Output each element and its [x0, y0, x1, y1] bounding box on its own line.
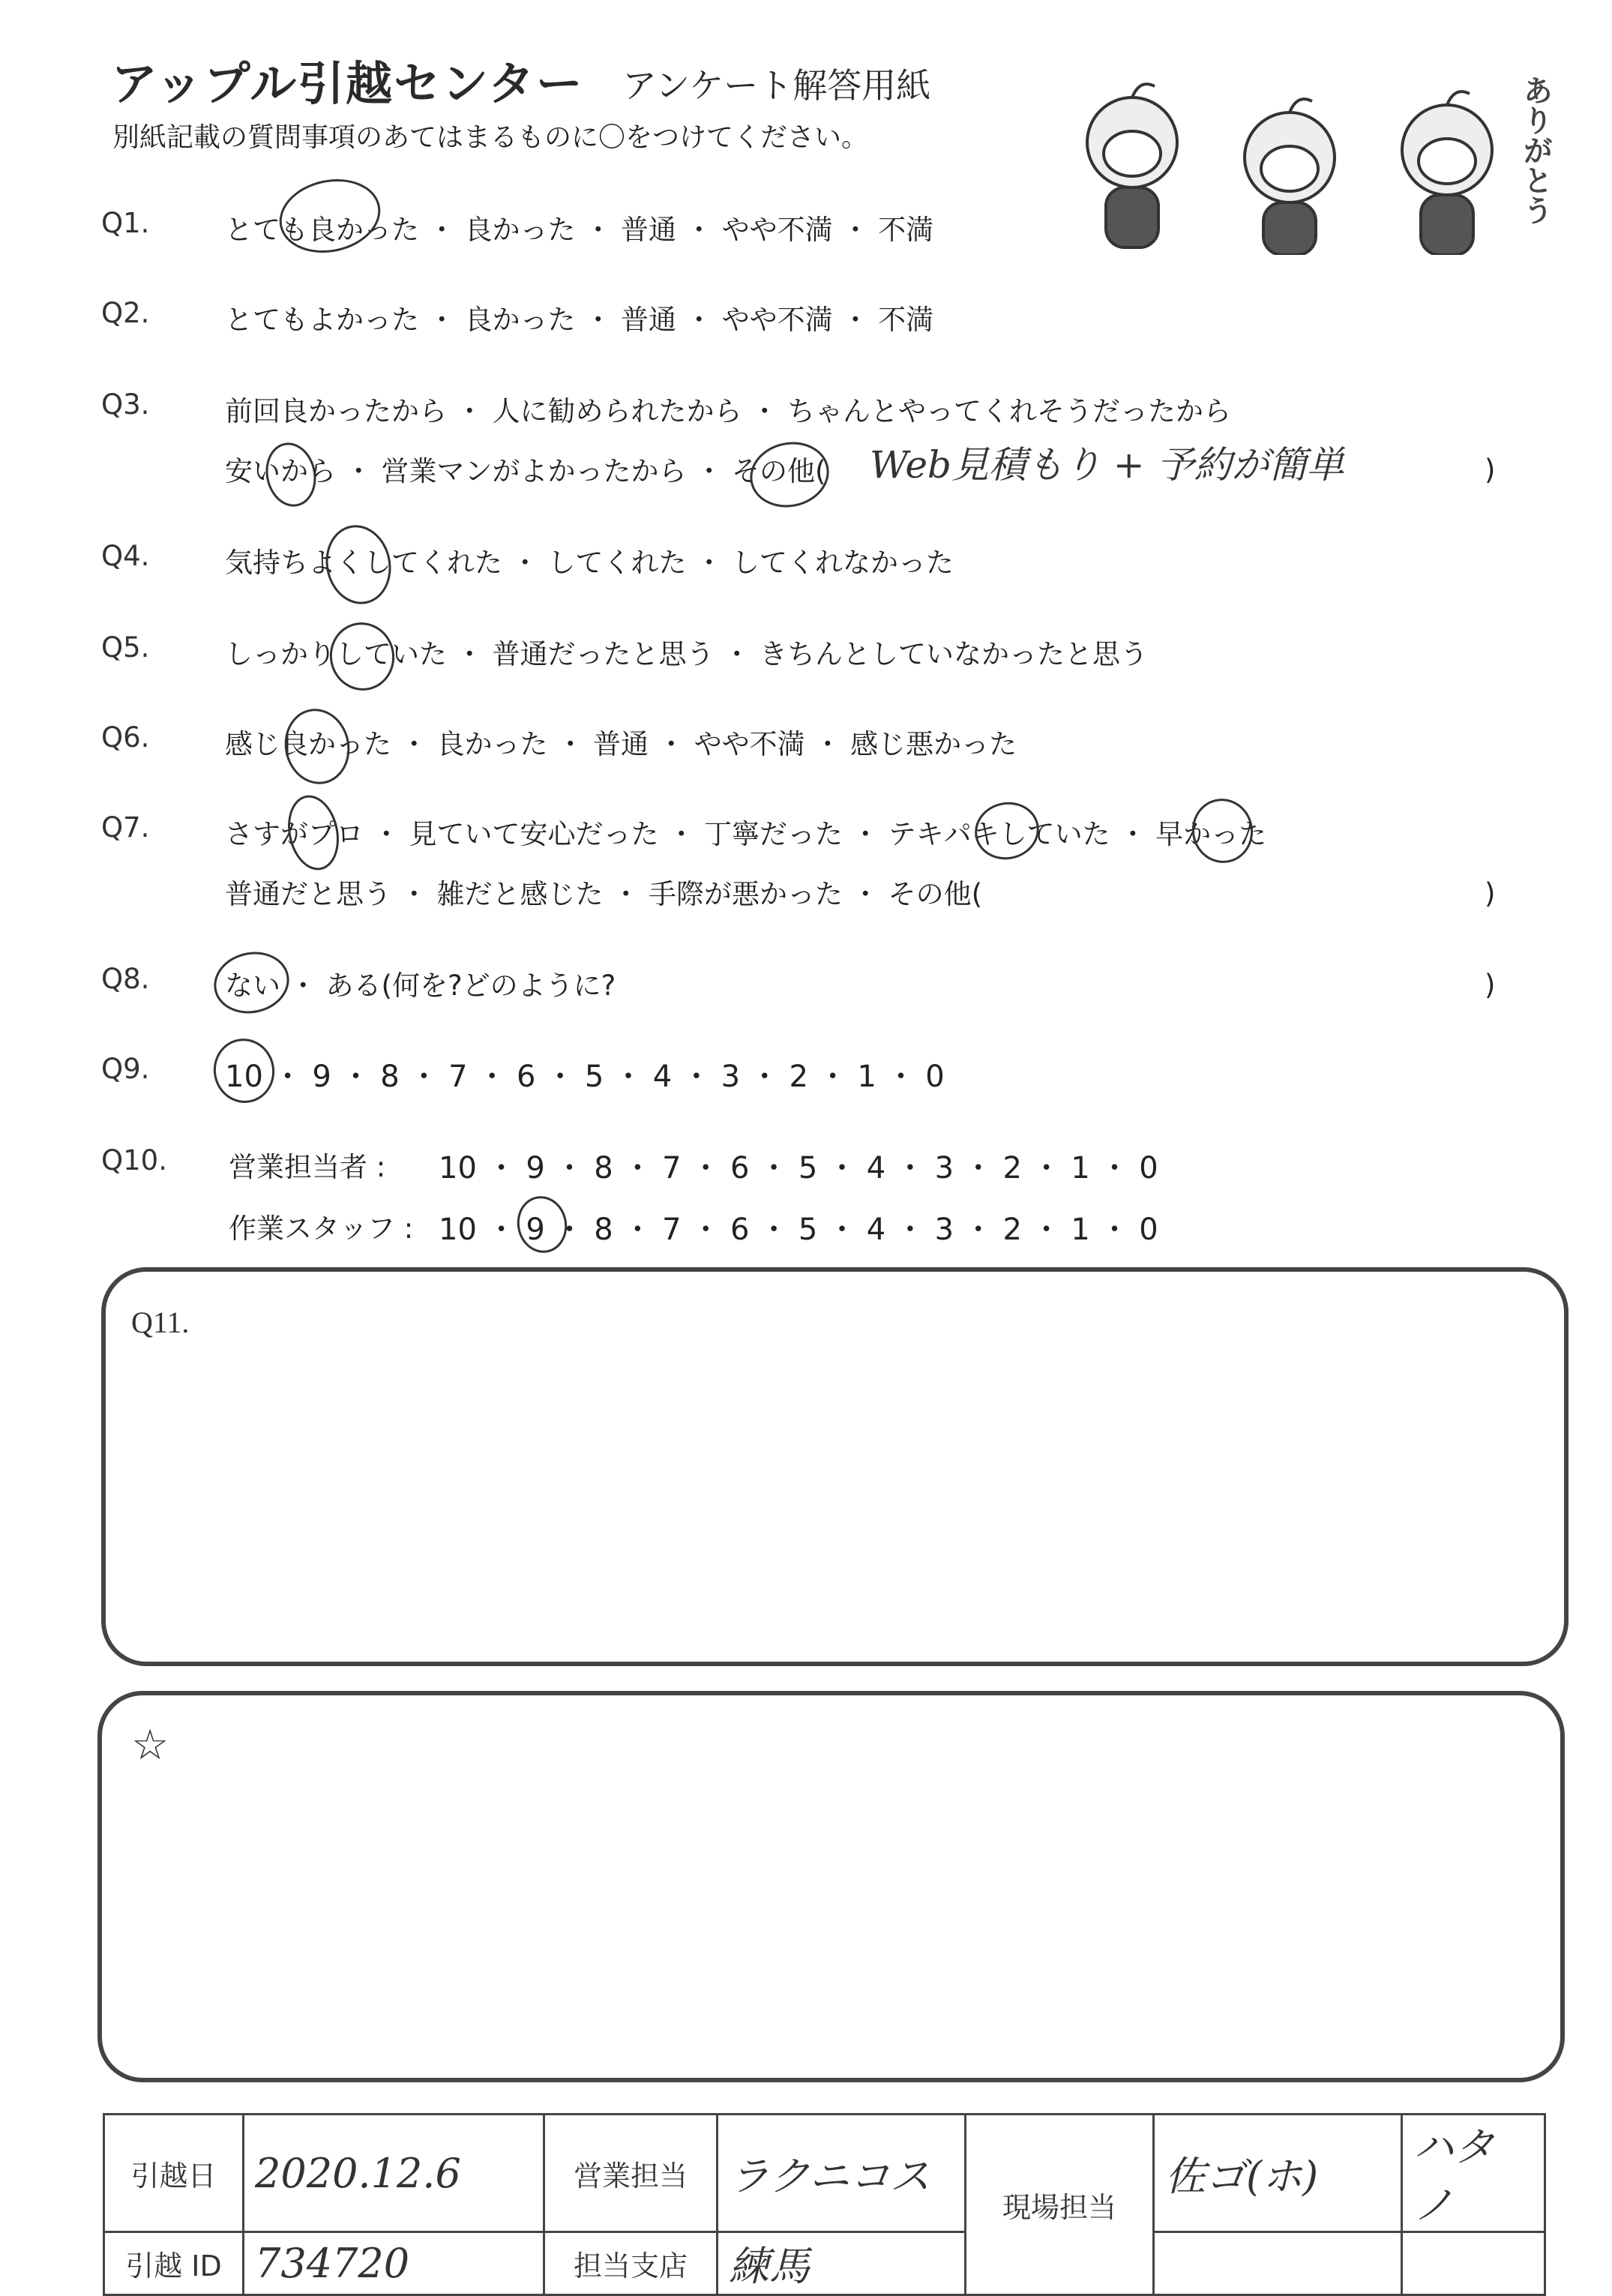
- sales-label: 営業担当: [544, 2115, 718, 2232]
- page-subtitle: アンケート解答用紙: [622, 65, 931, 106]
- q3-options-line2[interactable]: 安いから ・ 営業マンがよかったから ・ その他(: [225, 455, 826, 487]
- q2-label: Q2.: [101, 297, 150, 329]
- page-title: アップル引越センター: [111, 56, 584, 111]
- q3-options-line1[interactable]: 前回良かったから ・ 人に勧められたから ・ ちゃんとやってくれそうだったから: [225, 395, 1232, 427]
- move-id-value: 734720: [244, 2232, 544, 2295]
- star-comment-box[interactable]: [97, 1691, 1565, 2082]
- q1-options[interactable]: とても良かった ・ 良かった ・ 普通 ・ やや不満 ・ 不満: [225, 214, 934, 246]
- sales-value: ラクニコス: [718, 2115, 966, 2232]
- site-staff-1: 佐ゴ(ホ): [1154, 2115, 1402, 2232]
- q5-options[interactable]: しっかりしていた ・ 普通だったと思う ・ きちんとしていなかったと思う: [225, 638, 1149, 670]
- q4-options[interactable]: 気持ちよくしてくれた ・ してくれた ・ してくれなかった: [225, 547, 954, 579]
- q3-handwritten-answer: Web見積もり + 予約が簡単: [870, 443, 1344, 487]
- q2-options[interactable]: とてもよかった ・ 良かった ・ 普通 ・ やや不満 ・ 不満: [225, 304, 934, 336]
- q9-label: Q9.: [101, 1053, 150, 1085]
- q3-label: Q3.: [101, 388, 150, 421]
- thanks-text: ありがとう: [1518, 75, 1553, 225]
- q3-close-paren: ): [1485, 454, 1496, 486]
- q8-answer-circle: [208, 945, 295, 1020]
- monkey-mascots-illustration: [1042, 67, 1567, 255]
- q7-answer-circle-2: [969, 796, 1044, 865]
- move-date-label: 引越日: [104, 2115, 244, 2232]
- q10-label: Q10.: [101, 1144, 167, 1176]
- q7-label: Q7.: [101, 811, 150, 844]
- site-empty-cell-1: [1154, 2232, 1402, 2295]
- q4-answer-circle: [319, 519, 398, 610]
- site-empty-cell-2: [1402, 2232, 1545, 2295]
- q10-staff-scale[interactable]: 10 ・ 9 ・ 8 ・ 7 ・ 6 ・ 5 ・ 4 ・ 3 ・ 2 ・ 1 ・ 0: [439, 1212, 1158, 1247]
- q7-options-line1[interactable]: さすがプロ ・ 見ていて安心だった ・ 丁寧だった ・ テキパキしていた ・ 早かった: [225, 818, 1267, 850]
- q7-answer-circle-1: [281, 790, 346, 875]
- q1-answer-circle: [273, 170, 388, 262]
- q8-options[interactable]: ない ・ ある(何を?どのように?: [225, 970, 616, 1002]
- q10-sales-label: 営業担当者 :: [229, 1151, 386, 1183]
- q7-answer-circle-3: [1186, 793, 1259, 869]
- q8-close-paren: ): [1485, 969, 1496, 1001]
- footer-info-table: [103, 2113, 1546, 2296]
- q6-options[interactable]: 感じ良かった ・ 良かった ・ 普通 ・ やや不満 ・ 感じ悪かった: [225, 728, 1017, 760]
- move-date-value: 2020.12.6: [244, 2115, 544, 2232]
- q9-scale[interactable]: 10 ・ 9 ・ 8 ・ 7 ・ 6 ・ 5 ・ 4 ・ 3 ・ 2 ・ 1 ・ 0: [225, 1060, 945, 1094]
- q3-answer-circle-2: [744, 435, 835, 514]
- branch-value: 練馬: [718, 2232, 966, 2295]
- star-label: ☆: [131, 1722, 169, 1769]
- q1-label: Q1.: [101, 207, 150, 239]
- move-id-label: 引越 ID: [104, 2232, 244, 2295]
- q8-label: Q8.: [101, 963, 150, 995]
- branch-label: 担当支店: [544, 2232, 718, 2295]
- q6-answer-circle: [277, 703, 356, 790]
- q7-close-paren: ): [1485, 877, 1496, 910]
- site-label: 現場担当: [966, 2115, 1154, 2295]
- q6-label: Q6.: [101, 721, 150, 754]
- q7-options-line2[interactable]: 普通だと思う ・ 雑だと感じた ・ 手際が悪かった ・ その他(: [225, 878, 983, 910]
- site-staff-2: ハタノ: [1402, 2115, 1545, 2232]
- q11-comment-box[interactable]: [101, 1267, 1569, 1666]
- q4-label: Q4.: [101, 540, 150, 572]
- q9-answer-circle: [208, 1033, 280, 1109]
- q10-staff-label: 作業スタッフ :: [229, 1212, 414, 1245]
- q5-label: Q5.: [101, 631, 150, 664]
- q10-sales-scale[interactable]: 10 ・ 9 ・ 8 ・ 7 ・ 6 ・ 5 ・ 4 ・ 3 ・ 2 ・ 1 ・ 0: [439, 1151, 1158, 1185]
- q5-answer-circle: [323, 616, 400, 697]
- q11-label: Q11.: [131, 1305, 190, 1339]
- instruction-text: 別紙記載の質問事項のあてはまるものに〇をつけてください。: [112, 122, 869, 153]
